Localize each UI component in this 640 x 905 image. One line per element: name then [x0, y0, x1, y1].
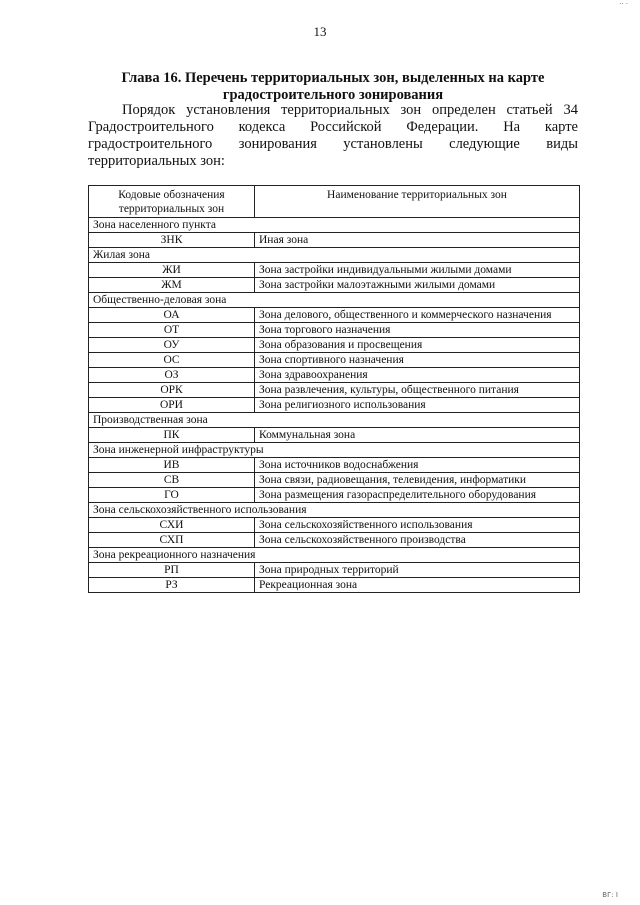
table-row — [89, 398, 580, 413]
table-header-row — [89, 186, 580, 218]
table-row — [89, 578, 580, 593]
table-row — [89, 383, 580, 398]
zone-code: ОС — [89, 353, 255, 368]
zone-code: ЖМ — [89, 278, 255, 293]
table-row — [89, 353, 580, 368]
zone-code: ОТ — [89, 323, 255, 338]
group-row — [89, 248, 580, 263]
zone-name: Зона торгового назначения — [255, 323, 580, 338]
group-row — [89, 293, 580, 308]
table-row — [89, 368, 580, 383]
zone-name: Зона религиозного использования — [255, 398, 580, 413]
zone-name: Зона делового, общественного и коммерческого назначения — [255, 308, 580, 323]
zone-code: СХП — [89, 533, 255, 548]
group-row — [89, 503, 580, 518]
zone-name: Зона развлечения, культуры, общественного питания — [255, 383, 580, 398]
group-title: Общественно-деловая зона — [89, 293, 580, 308]
zone-name: Зона сельскохозяйственного производства — [255, 533, 580, 548]
zone-code: РЗ — [89, 578, 255, 593]
table-row — [89, 233, 580, 248]
intro-paragraph — [88, 102, 578, 170]
zone-name: Зона застройки малоэтажными жилыми домами — [255, 278, 580, 293]
intro-text: Порядок установления территориальных зон определен статьей 34 Градостроительного кодекса Российской Федерации. На карте градостроительного зонирования установлены следующие виды территориальных зон: — [88, 102, 578, 169]
name-column-header: Наименование территориальных зон — [255, 186, 580, 218]
table-row — [89, 488, 580, 503]
zone-code: ОРИ — [89, 398, 255, 413]
group-title: Зона сельскохозяйственного использования — [89, 503, 580, 518]
table-row — [89, 428, 580, 443]
zone-code: ИВ — [89, 458, 255, 473]
zone-name: Зона размещения газораспределительного оборудования — [255, 488, 580, 503]
zone-name: Зона застройки индивидуальными жилыми домами — [255, 263, 580, 278]
table-row — [89, 308, 580, 323]
zone-name: Зона спортивного назначения — [255, 353, 580, 368]
zone-name: Зона сельскохозяйственного использования — [255, 518, 580, 533]
zone-code: ОУ — [89, 338, 255, 353]
page-number: 13 — [313, 24, 327, 39]
zone-code: ОРК — [89, 383, 255, 398]
table-row — [89, 263, 580, 278]
group-title: Жилая зона — [89, 248, 580, 263]
zone-code: РП — [89, 563, 255, 578]
group-title: Производственная зона — [89, 413, 580, 428]
zone-code: СХИ — [89, 518, 255, 533]
chapter-heading: Глава 16. Перечень территориальных зон, выделенных на карте градостроительного зонирования — [121, 70, 545, 103]
top-right-mark: ·· · — [619, 0, 628, 8]
zone-code: ЖИ — [89, 263, 255, 278]
table-row — [89, 518, 580, 533]
zone-code: ОА — [89, 308, 255, 323]
zone-code: СВ — [89, 473, 255, 488]
table-row — [89, 533, 580, 548]
zone-name: Иная зона — [255, 233, 580, 248]
table-row — [89, 458, 580, 473]
table-row — [89, 323, 580, 338]
group-row — [89, 443, 580, 458]
zone-name: Рекреационная зона — [255, 578, 580, 593]
code-column-header: Кодовые обозначения территориальных зон — [89, 186, 255, 218]
table-row — [89, 278, 580, 293]
group-row — [89, 548, 580, 563]
group-title: Зона населенного пункта — [89, 218, 580, 233]
zone-code: ПК — [89, 428, 255, 443]
table-row — [89, 338, 580, 353]
zone-name: Зона здравоохранения — [255, 368, 580, 383]
zone-code: ГО — [89, 488, 255, 503]
group-row — [89, 218, 580, 233]
zone-name: Коммунальная зона — [255, 428, 580, 443]
zone-name: Зона образования и просвещения — [255, 338, 580, 353]
table-row — [89, 473, 580, 488]
zone-name: Зона источников водоснабжения — [255, 458, 580, 473]
zones-table — [88, 185, 580, 593]
zones-table-body — [89, 218, 580, 593]
zone-code: ЗНК — [89, 233, 255, 248]
zone-name: Зона связи, радиовещания, телевидения, информатики — [255, 473, 580, 488]
zone-code: ОЗ — [89, 368, 255, 383]
group-title: Зона рекреационного назначения — [89, 548, 580, 563]
table-row — [89, 563, 580, 578]
zone-name: Зона природных территорий — [255, 563, 580, 578]
group-row — [89, 413, 580, 428]
bottom-right-mark: ВГ: I — [602, 891, 618, 899]
group-title: Зона инженерной инфраструктуры — [89, 443, 580, 458]
